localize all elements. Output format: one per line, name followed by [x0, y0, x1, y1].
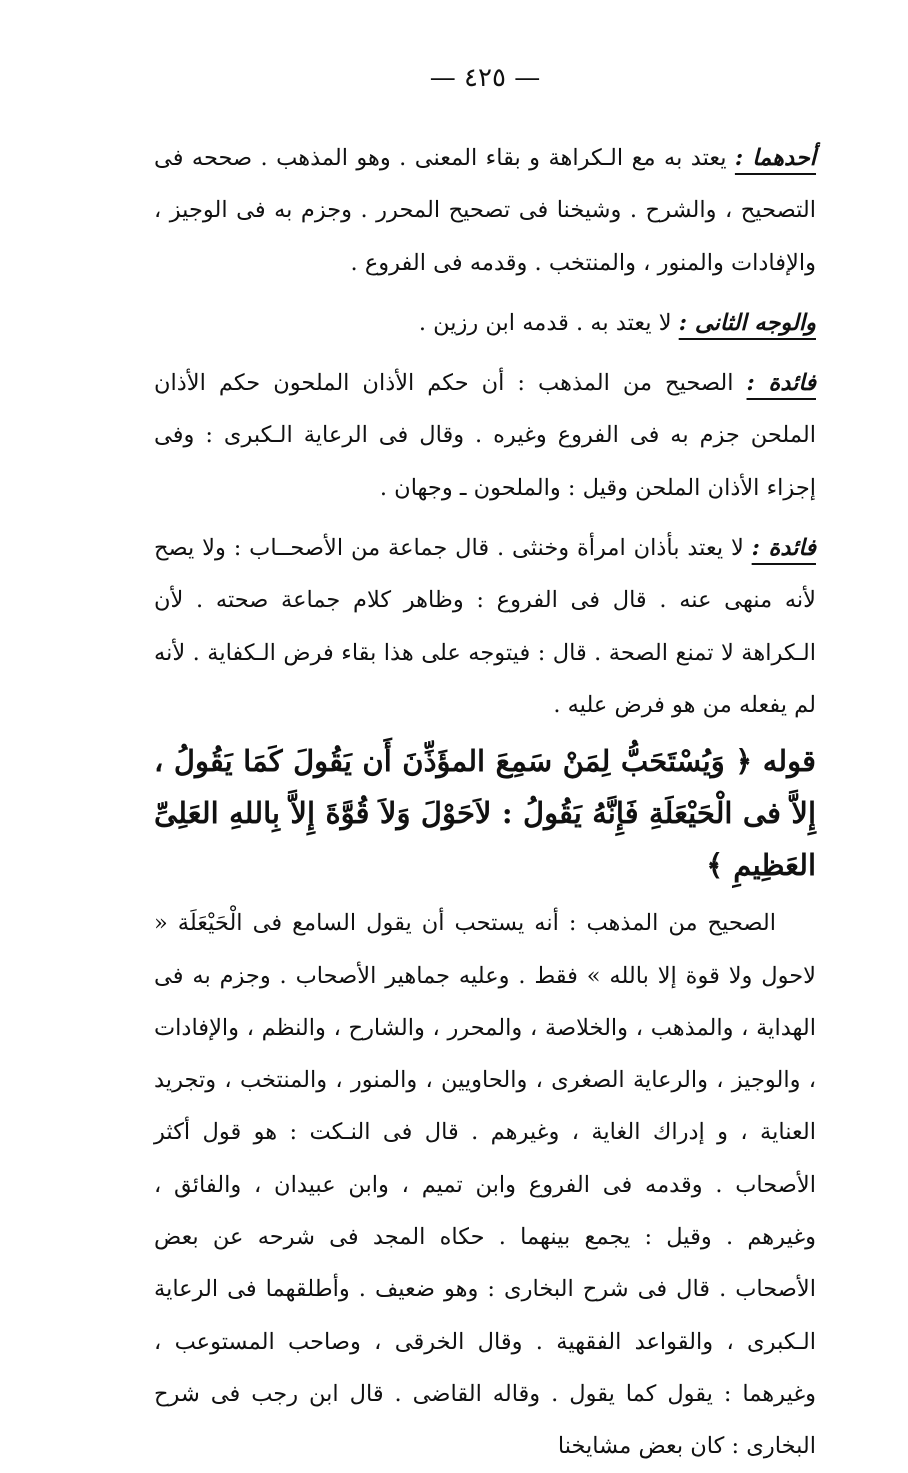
- paragraph-text: لا يعتد بأذان امرأة وخنثى . قال جماعة من الأصحــاب : ولا يصح لأنه منهى عنه . قال فى الفروع : وظاهر كلام جماعة صحته . لأن الـكراهة لا تمنع الصحة . قال : فيتوجه على هذا بقاء فرض الـكفاية . لأنه لم يفعله من هو فرض عليه .: [154, 535, 816, 718]
- quoted-text: [154, 735, 816, 891]
- paragraph-commentary: [154, 897, 816, 1472]
- paragraph-lead: فائدة :: [746, 370, 816, 397]
- paragraph-text: الصحيح من المذهب : أنه يستحب أن يقول السامع فى الْحَيْعَلَة « لاحول ولا قوة إلا بالله » فقط . وعليه جماهير الأصحاب . وجزم به فى الهداية ، والمذهب ، والخلاصة ، والمحرر ، والشارح ، والنظم ، والإفادات ، والوجيز ، والرعاية الصغرى ، والحاويين ، والمنور ، والمنتخب ، وتجريد العناية ، و إدراك الغاية ، وغيرهم . قال فى النـكت : هو قول أكثر الأصحاب . وقدمه فى الفروع وابن تميم ، وابن عبيدان ، والفائق ، وغيرهم . وقيل : يجمع بينهما . حكاه المجد فى شرحه عن بعض الأصحاب . قال فى شرح البخارى : وهو ضعيف . وأطلقهما فى الرعاية الـكبرى ، والقواعد الفقهية . وقال الخرقى ، وصاحب المستوعب ، وغيرهما : يقول كما يقول . وقاله القاضى . قال ابن رجب فى شرح البخارى : كان بعض مشايخنا: [154, 910, 816, 1460]
- paragraph-text: يعتد به مع الـكراهة و بقاء المعنى . وهو المذهب . صححه فى التصحيح ، والشرح . وشيخنا فى تصحيح المحرر . وجزم به فى الوجيز ، والإفادات والمنور ، والمنتخب . وقدمه فى الفروع .: [154, 145, 816, 276]
- paragraph-first-view: [154, 132, 816, 289]
- paragraph-lead: فائدة :: [751, 535, 816, 562]
- paragraph-lead: أحدهما :: [734, 145, 817, 171]
- quote-lead: قوله: [762, 744, 816, 779]
- quote-body: ﴿ وَيُسْتَحَبُّ لِمَنْ سَمِعَ المؤَذِّنَ أَن يَقُولَ كَمَا يَقُولُ ، إِلاَّ فى الْحَيْعَلَةِ فَإِنَّهُ يَقُولُ : لاَحَوْلَ وَلاَ قُوَّةَ إِلاَّ بِاللهِ العَلِىِّ العَظِيمِ ﴾: [154, 744, 816, 883]
- body-text: [154, 132, 816, 1473]
- paragraph-text: الصحيح من المذهب : أن حكم الأذان الملحون حكم الأذان الملحن جزم به فى الفروع وغيره . وقال فى الرعاية الـكبرى : وفى إجزاء الأذان الملحن وقيل : والملحون ـ وجهان .: [154, 370, 816, 501]
- page-number: — ٤٢٥ —: [429, 63, 541, 93]
- paragraph-second-view: [154, 297, 816, 349]
- paragraph-note-one: [154, 357, 816, 514]
- paragraph-note-two: [154, 522, 816, 731]
- paragraph-text: لا يعتد به . قدمه ابن رزين .: [418, 309, 672, 336]
- paragraph-lead: والوجه الثانى :: [678, 309, 816, 336]
